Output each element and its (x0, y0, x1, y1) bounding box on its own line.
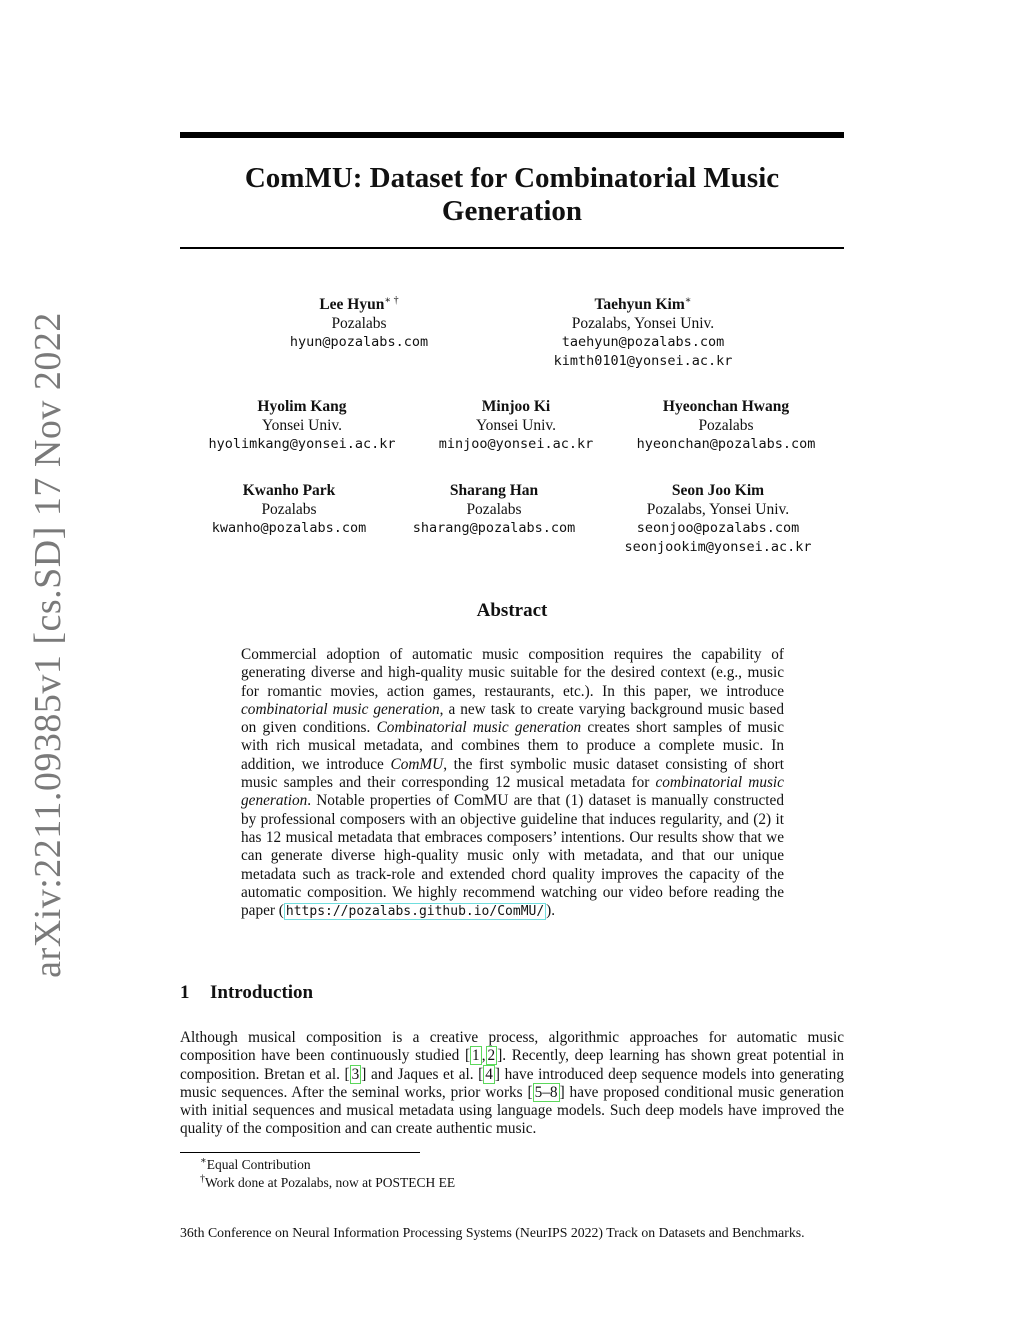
arxiv-identifier: arXiv:2211.09385v1 [cs.SD] 17 Nov 2022 (27, 312, 69, 978)
project-url-link[interactable]: https://pozalabs.github.io/ComMU/ (285, 904, 545, 920)
author-email[interactable]: hyun@pozalabs.com (289, 334, 429, 350)
author-email[interactable]: kwanho@pozalabs.com (211, 520, 367, 536)
citation-link[interactable]: 2 (487, 1047, 496, 1065)
author-affiliation: Pozalabs (261, 500, 317, 518)
abstract-emphasis: ComMU (390, 755, 444, 773)
abstract-heading: Abstract (476, 600, 548, 621)
author-affiliation: Pozalabs, Yonsei Univ. (571, 314, 715, 332)
author-email[interactable]: minjoo@yonsei.ac.kr (438, 436, 594, 452)
author-block (269, 296, 449, 352)
section-title: Introduction (210, 982, 314, 1003)
author-affiliation: Pozalabs, Yonsei Univ. (646, 500, 790, 518)
author-marks: ∗ (684, 294, 692, 306)
intro-text: ] have introduced deep sequence models into generating music sequences. After the seminal works, prior works [ (180, 1065, 844, 1101)
footnote-text: Equal Contribution (206, 1157, 311, 1172)
author-block (616, 398, 836, 454)
abstract-text: creates short samples of music with rich musical metadata, and combines them to produce a complete music. In addition, we introduce (241, 719, 784, 773)
introduction-paragraph (180, 1029, 844, 1139)
author-affiliation: Yonsei Univ. (475, 416, 557, 434)
footnote-text: Work done at Pozalabs, now at POSTECH EE (205, 1175, 456, 1190)
abstract-body (241, 646, 784, 921)
author-block (533, 296, 753, 370)
author-name: Taehyun Kim (594, 296, 685, 313)
abstract-text: . Notable properties of ComMU are that (1) dataset is manually constructed by professional composers with an objective guideline that induces regularity, and (2) it has 12 musical metadata that embraces composers’ intentions. Our results show that we can generate diverse high-quality music only with metadata, and that our unique metadata such as track-role and extended chord quality improves the capacity of the automatic composition. We highly recommend watching our video before reading the paper ( (241, 792, 784, 920)
author-email[interactable]: hyolimkang@yonsei.ac.kr (208, 436, 396, 452)
author-name: Seon Joo Kim (671, 482, 765, 499)
abstract-emphasis: combinatorial music generation (241, 774, 784, 810)
footnotes (200, 1156, 455, 1192)
footnote-mark: ∗ (200, 1155, 207, 1167)
title-rule-top (180, 132, 844, 138)
author-name: Sharang Han (449, 482, 539, 499)
author-name: Minjoo Ki (481, 398, 551, 415)
author-affiliation: Pozalabs (466, 500, 522, 518)
abstract-text: , the first symbolic music dataset consisting of short music samples and their corresponding 12 musical metadata for (241, 755, 784, 792)
citation-link[interactable]: 1 (472, 1047, 480, 1065)
author-block (399, 482, 589, 538)
intro-text: , (481, 1047, 486, 1065)
citation-link[interactable]: 3 (351, 1065, 360, 1083)
citation-link[interactable]: 5–8 (534, 1083, 558, 1101)
author-email[interactable]: taehyun@pozalabs.com (561, 334, 725, 350)
author-email[interactable]: hyeonchan@pozalabs.com (636, 436, 816, 452)
intro-text: ] and Jaques et al. [ (361, 1065, 484, 1083)
author-block (192, 398, 412, 454)
intro-text: ]. Recently, deep learning has shown great potential in composition. Bretan et al. [ (180, 1047, 844, 1083)
author-marks: ∗ † (384, 294, 399, 306)
citation-link[interactable]: 4 (485, 1065, 493, 1083)
author-affiliation: Pozalabs (698, 416, 754, 434)
author-block (608, 482, 828, 556)
abstract-text: ). (546, 902, 556, 920)
footnote (200, 1156, 455, 1174)
footnote-rule (180, 1152, 420, 1153)
venue-footer: 36th Conference on Neural Information Processing Systems (NeurIPS 2022) Track on Datasets and Benchmarks. (180, 1225, 805, 1240)
title-rule-bottom (180, 247, 844, 249)
author-name: Hyeonchan Hwang (662, 398, 790, 415)
author-email-secondary[interactable]: seonjookim@yonsei.ac.kr (624, 538, 812, 555)
intro-text: Although musical composition is a creative process, algorithmic approaches for automatic music composition have been continuously studied [ (180, 1029, 844, 1065)
author-email[interactable]: sharang@pozalabs.com (412, 520, 576, 536)
author-name: Hyolim Kang (257, 398, 347, 415)
footnote (200, 1174, 455, 1192)
paper-title: ComMU: Dataset for Combinatorial Music Generation (244, 162, 780, 227)
abstract-emphasis: combinatorial music generation (241, 700, 440, 718)
author-block (421, 398, 611, 454)
author-block (189, 482, 389, 538)
author-affiliation: Yonsei Univ. (261, 416, 343, 434)
section-number: 1 (180, 982, 190, 1003)
author-name: Lee Hyun (319, 296, 385, 313)
abstract-text: Commercial adoption of automatic music composition requires the capability of generating diverse and high-quality music suitable for the desired context (e.g., music for romantic movies, action games, restaurants, etc.). In this paper, we introduce (241, 646, 784, 700)
abstract-emphasis: Combinatorial music generation (376, 719, 582, 737)
author-email-secondary[interactable]: kimth0101@yonsei.ac.kr (553, 352, 733, 369)
author-name: Kwanho Park (242, 482, 336, 499)
footnote-mark: † (200, 1173, 205, 1185)
intro-text: ] have proposed conditional music generation with initial sequences and musical metadata using language models. Such deep models have improved the quality of the composition and can create authentic music. (180, 1083, 844, 1138)
author-affiliation: Pozalabs (331, 314, 387, 332)
author-email[interactable]: seonjoo@pozalabs.com (636, 520, 800, 536)
section-heading (180, 982, 313, 1004)
abstract-text: , a new task to create varying background music based on given conditions. (241, 700, 784, 737)
